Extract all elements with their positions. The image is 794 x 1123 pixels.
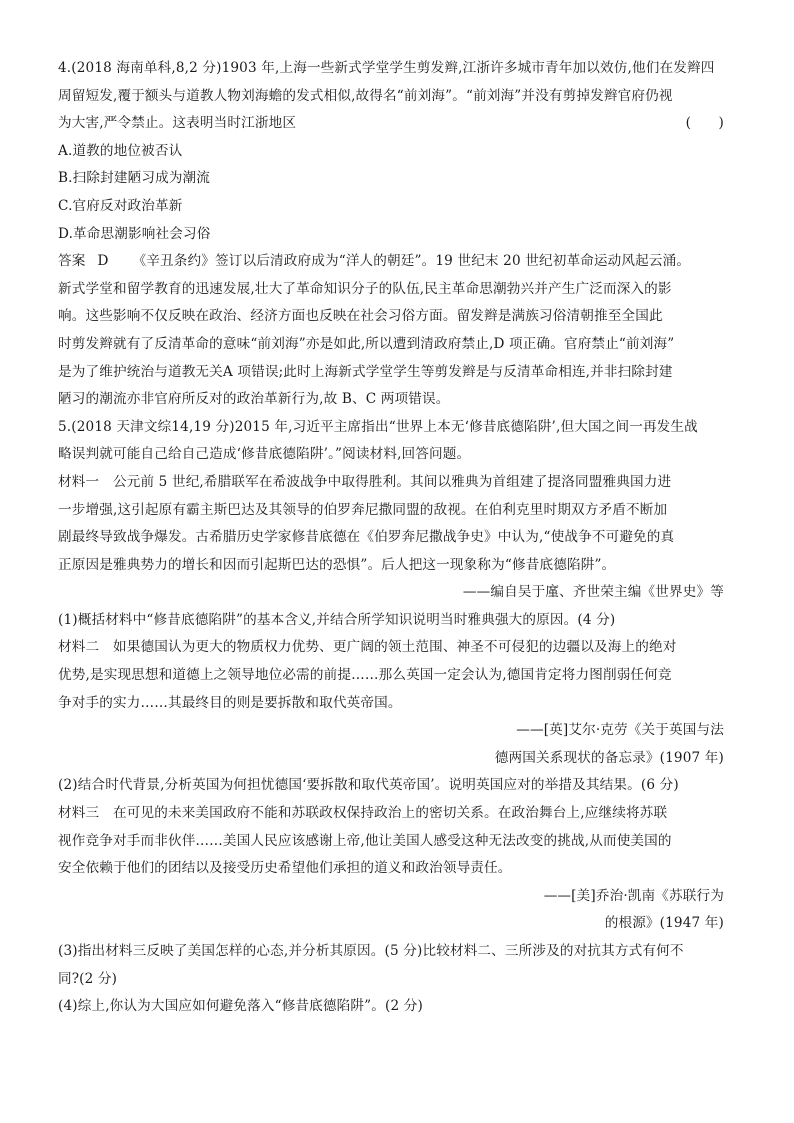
- q4-stem-text: 为大害,严令禁止。这表明当时江浙地区: [58, 115, 297, 132]
- material-2-line-2: 优势,是实现思想和道德上之领导地位必需的前提……那么英国一定会认为,德国肯定将力图削弱任何竞: [58, 667, 672, 684]
- material-1-line-2: 一步增强,这引起原有霸主斯巴达及其领导的伯罗奔尼撒同盟的敌视。在伯利克里时期双方矛盾不断加: [58, 501, 668, 518]
- q4-stem-line-2: 周留短发,覆于额头与道教人物刘海蟾的发式相似,故得名“前刘海”。“前刘海”并没有剪掉发辫官府仍视: [58, 87, 673, 104]
- material-3-line-1: 材料三 在可见的未来美国政府不能和苏联政权保持政治上的密切关系。在政治舞台上,应继续将苏联: [58, 805, 668, 822]
- answer-key: D: [97, 253, 109, 270]
- explanation-line-2: 新式学堂和留学教育的迅速发展,壮大了革命知识分子的队伍,民主革命思潮勃兴并产生广泛而深入的影: [58, 280, 672, 297]
- option-d: D.革命思潮影响社会习俗: [58, 225, 211, 242]
- material-1-line-4: 正原因是雅典势力的增长和因而引起斯巴达的恐惧”。后人把这一现象称为“修昔底德陷阱”。: [58, 556, 616, 573]
- material-1-line-3: 剧最终导致战争爆发。古希腊历史学家修昔底德在《伯罗奔尼撒战争史》中认为,“使战争不可避免的真: [58, 529, 675, 546]
- explanation-line-3: 响。这些影响不仅反映在政治、经济方面也反映在社会习俗方面。留发辫是满族习俗清朝推至全国此: [58, 308, 663, 325]
- material-2-source-line-2: 德两国关系现状的备忘录》(1907 年): [494, 749, 724, 766]
- answer-line: [58, 248, 724, 276]
- material-2-source-line-1: ——[英]艾尔·克劳《关于英国与法: [516, 722, 724, 739]
- explanation-line-5: 是为了维护统治与道教无关A 项错误;此时上海新式学堂学生等剪发辫是与反清革命相连,并非扫除封建: [58, 363, 673, 380]
- sub-question-3-line-1: (3)指出材料三反映了美国怎样的心态,并分析其原因。(5 分)比较材料二、三所涉及的对抗其方式有何不: [58, 943, 684, 959]
- sub-question-4: (4)综上,你认为大国应如何避免落入“修昔底德陷阱”。(2 分): [58, 998, 423, 1015]
- option-a: A.道教的地位被否认: [58, 142, 183, 159]
- question-4: [58, 55, 724, 414]
- question-5: [58, 414, 724, 1021]
- material-1-line-1: 材料一 公元前 5 世纪,希腊联军在希波战争中取得胜利。其间以雅典为首组建了提洛同盟雅典国力进: [58, 473, 672, 490]
- q5-intro-line-2: 略误判就可能自己给自己造成‘修昔底德陷阱’。”阅读材料,回答问题。: [58, 446, 471, 463]
- option-b: B.扫除封建陋习成为潮流: [58, 170, 211, 187]
- explanation-line-1: 《辛丑条约》签订以后清政府成为“洋人的朝廷”。19 世纪末 20 世纪初革命运动风起云涌。: [132, 253, 691, 270]
- q5-intro-line-1: 5.(2018 天津文综14,19 分)2015 年,习近平主席指出“世界上本无‘修昔底德陷阱’,但大国之间一再发生战: [58, 418, 698, 435]
- material-2-line-1: 材料二 如果德国认为更大的物质权力优势、更广阔的领土范围、神圣不可侵犯的边疆以及海上的绝对: [58, 639, 677, 656]
- document-page: [58, 55, 724, 1021]
- q4-stem-line-3: [58, 110, 724, 138]
- sub-question-1: (1)概括材料中“修昔底德陷阱”的基本含义,并结合所学知识说明当时雅典强大的原因。(4 分): [58, 611, 616, 628]
- material-3-line-2: 视作竞争对手而非伙伴……美国人民应该感谢上帝,他让美国人感受这种无法改变的挑战,从而使美国的: [58, 832, 672, 849]
- sub-question-2: (2)结合时代背景,分析英国为何担忧德国‘要拆散和取代英帝国’。说明英国应对的举措及其结果。(6 分): [58, 777, 679, 794]
- answer-blank: ( ): [685, 115, 724, 132]
- material-1-source: ——编自吴于廑、齐世荣主编《世界史》等: [462, 584, 724, 601]
- explanation-line-4: 时剪发辫就有了反清革命的意味“前刘海”亦是如此,所以遭到清政府禁止,D 项正确。官府禁止“前刘海”: [58, 335, 675, 352]
- material-2-line-3: 争对手的实力……其最终目的则是要拆散和取代英帝国。: [58, 694, 402, 711]
- option-c: C.官府反对政治革新: [58, 197, 183, 214]
- q4-stem-line-1: 4.(2018 海南单科,8,2 分)1903 年,上海一些新式学堂学生剪发辫,江浙许多城市青年加以效仿,他们在发辫四: [58, 60, 715, 76]
- material-3-source-line-1: ——[美]乔治·凯南《苏联行为: [543, 887, 724, 904]
- sub-question-3-line-2: 同?(2 分): [58, 970, 118, 987]
- material-3-line-3: 安全依赖于他们的团结以及接受历史希望他们承担的道义和政治领导责任。: [58, 860, 512, 877]
- answer-label: 答案: [58, 253, 86, 270]
- material-3-source-line-2: 的根源》(1947 年): [604, 915, 724, 932]
- explanation-line-6: 陋习的潮流亦非官府所反对的政治革新行为,故 B、C 两项错误。: [58, 391, 450, 408]
